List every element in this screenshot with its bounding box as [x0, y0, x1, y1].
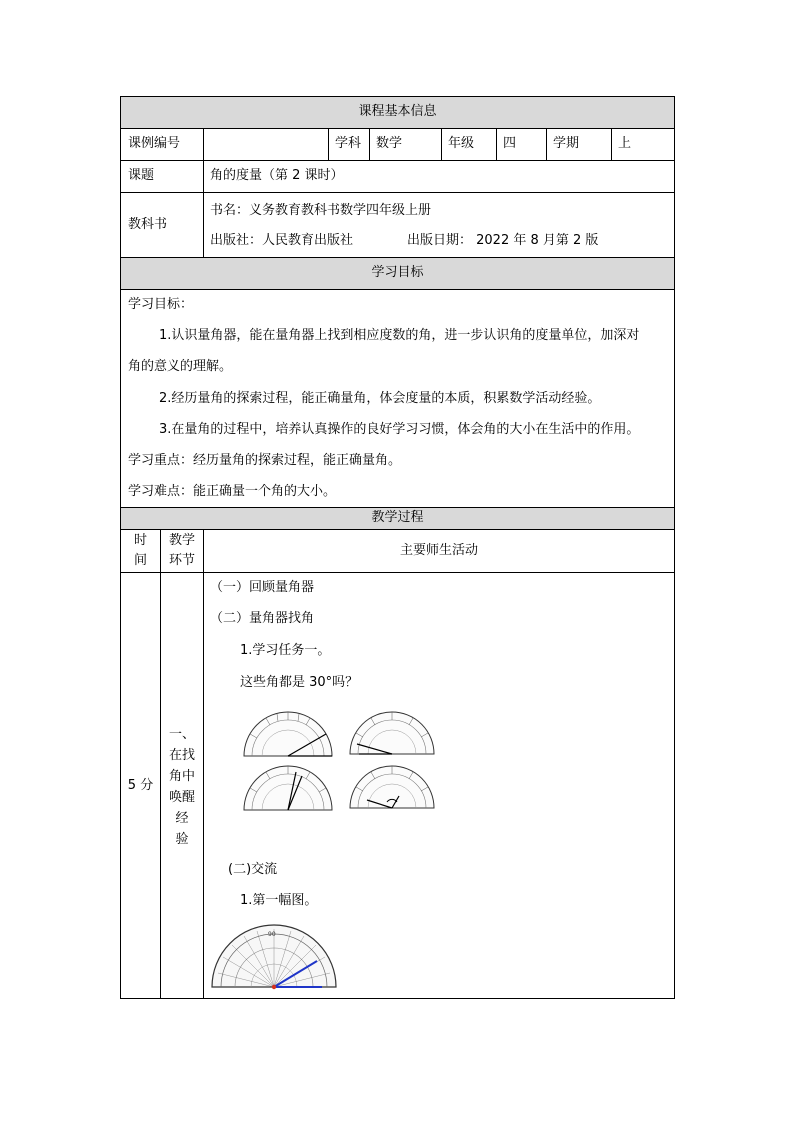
find-angle-heading: （二）量角器找角 — [210, 611, 315, 626]
row-line — [120, 507, 675, 508]
topic-value: 角的度量（第 2 课时） — [210, 168, 344, 183]
col-stage-line-2: 环节 — [168, 553, 195, 568]
stage-line: 一、 — [168, 727, 195, 742]
stage-text — [161, 724, 203, 850]
table-border-top — [120, 96, 675, 97]
key-point: 学习重点：经历量角的探索过程，能正确量角。 — [128, 453, 402, 468]
col-time-header — [121, 531, 160, 571]
col-line — [369, 128, 370, 160]
grade-value: 四 — [503, 136, 517, 151]
objective-3: 3.在量角的过程中，培养认真操作的良好学习习惯，体会角的大小在生活中的作用。 — [159, 422, 640, 437]
col-line — [441, 128, 442, 160]
publisher: 出版社：人民教育出版社 — [210, 233, 354, 248]
review-heading: （一）回顾量角器 — [210, 580, 315, 595]
col-line — [328, 128, 329, 160]
protractor-image-3 — [240, 760, 336, 814]
objective-2: 2.经历量角的探索过程，能正确量角，体会度量的本质，积累数学活动经验。 — [159, 391, 601, 406]
col-time-char-2: 间 — [133, 553, 147, 568]
time-value: 5 分 — [127, 778, 154, 793]
stage-line: 在找 — [168, 748, 195, 763]
stage-line: 验 — [175, 832, 189, 847]
subject-value: 数学 — [376, 136, 403, 151]
protractor-label-90: 90 — [268, 931, 276, 938]
col-line — [546, 128, 547, 160]
col-activity-header: 主要师生活动 — [399, 543, 478, 558]
col-stage-line-1: 教学 — [168, 533, 195, 548]
protractor-image-1 — [240, 706, 336, 760]
objectives-intro: 学习目标： — [128, 297, 194, 312]
first-figure: 1.第一幅图。 — [240, 893, 318, 908]
col-line — [611, 128, 612, 160]
publish-date: 出版日期： 2022 年 8 月第 2 版 — [407, 233, 599, 248]
book-name: 书名：义务教育教科书数学四年级上册 — [210, 203, 432, 218]
question-text: 这些角都是 30°吗？ — [240, 675, 359, 690]
exchange-heading: (二)交流 — [228, 862, 278, 877]
protractor-image-4 — [347, 760, 437, 812]
objectives-title: 学习目标 — [371, 265, 424, 280]
stage-line: 经 — [175, 811, 189, 826]
table-border-right — [674, 96, 675, 999]
subject-label: 学科 — [335, 136, 362, 151]
col-time-char-1: 时 — [133, 533, 147, 548]
basic-info-title: 课程基本信息 — [358, 104, 437, 119]
protractor-image-large — [209, 917, 339, 991]
textbook-label: 教科书 — [128, 217, 168, 232]
term-label: 学期 — [553, 136, 580, 151]
stage-line: 唤醒 — [168, 790, 195, 805]
col-line — [496, 128, 497, 160]
col-line — [203, 128, 204, 258]
term-value: 上 — [618, 136, 632, 151]
col-stage-header — [161, 531, 203, 571]
grade-label: 年级 — [448, 136, 475, 151]
task-1: 1.学习任务一。 — [240, 643, 331, 658]
row-line — [120, 289, 675, 290]
process-title: 教学过程 — [371, 510, 424, 525]
case-no-label: 课例编号 — [128, 136, 181, 151]
stage-line: 角中 — [168, 769, 195, 784]
objective-1-line-1: 1.认识量角器，能在量角器上找到相应度数的角，进一步认识角的度量单位，加深对 — [159, 328, 640, 343]
difficulty: 学习难点：能正确量一个角的大小。 — [128, 484, 337, 499]
objective-1-line-2: 角的意义的理解。 — [128, 359, 233, 374]
protractor-image-2 — [347, 706, 437, 758]
topic-label: 课题 — [128, 168, 155, 183]
col-line — [203, 529, 204, 999]
